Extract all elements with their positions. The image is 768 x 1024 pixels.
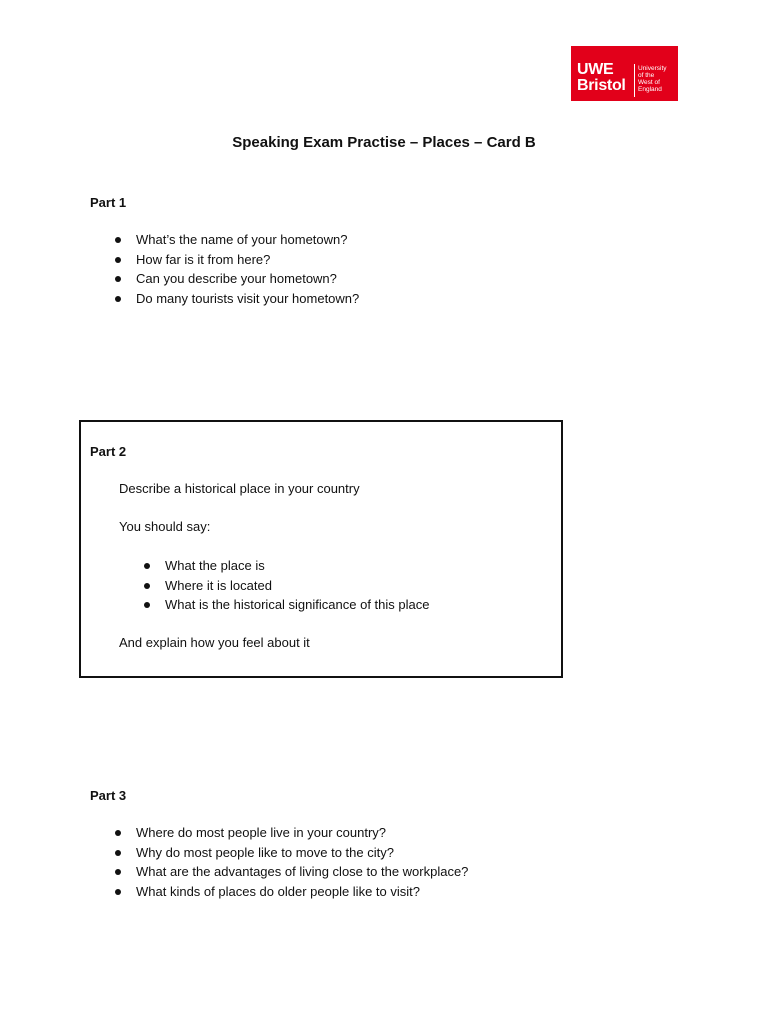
part2-prompt: Describe a historical place in your country [119,481,360,496]
part2-point-list [144,556,429,615]
list-item [115,269,359,289]
bullet-icon [144,602,150,608]
logo-sub-line: University [638,65,667,72]
question-text: What’s the name of your hometown? [136,232,348,247]
logo-line-uwe: UWE [577,61,614,78]
question-text: Why do most people like to move to the city? [136,844,394,860]
bullet-icon [115,889,121,895]
bullet-icon [115,869,121,875]
part1-heading: Part 1 [90,195,127,210]
point-text: What is the historical significance of this place [165,597,430,613]
part2-should-say: You should say: [119,519,211,534]
bullet-icon [115,276,121,282]
question-text: Can you describe your hometown? [136,271,337,287]
question-text: Do many tourists visit your hometown? [136,291,360,307]
question-text: Where do most people live in your country? [136,825,387,840]
logo-sub-line: of the [638,72,655,79]
bullet-icon [115,296,121,302]
list-item [115,250,359,270]
list-item [115,862,468,882]
point-text: Where it is located [165,577,272,593]
bullet-icon [144,583,150,589]
list-item [144,595,429,615]
list-item [115,823,468,843]
logo-wordmark [577,62,626,94]
part2-closing: And explain how you feel about it [119,635,310,650]
logo-divider [634,64,635,97]
bullet-icon [115,850,121,856]
bullet-icon [115,237,121,243]
logo-subtitle [638,65,667,93]
bullet-icon [115,830,121,836]
point-text: What the place is [165,558,265,573]
list-item [115,843,468,863]
logo-sub-line: England [638,86,662,93]
part3-question-list [115,823,468,902]
question-text: What kinds of places do older people like to visit? [136,884,420,900]
page-title: Speaking Exam Practise – Places – Card B [232,134,536,151]
logo-sub-line: West of [638,79,660,86]
question-text: What are the advantages of living close to the workplace? [136,864,469,880]
list-item [115,882,468,902]
part1-question-list [115,230,359,309]
list-item [144,556,429,576]
bullet-icon [144,563,150,569]
list-item [115,289,359,309]
uwe-bristol-logo [571,46,678,101]
list-item [115,230,359,250]
list-item [144,576,429,596]
question-text: How far is it from here? [136,251,271,267]
logo-line-bristol: Bristol [577,77,626,94]
part2-heading: Part 2 [90,444,127,459]
bullet-icon [115,257,121,263]
part3-heading: Part 3 [90,788,127,803]
